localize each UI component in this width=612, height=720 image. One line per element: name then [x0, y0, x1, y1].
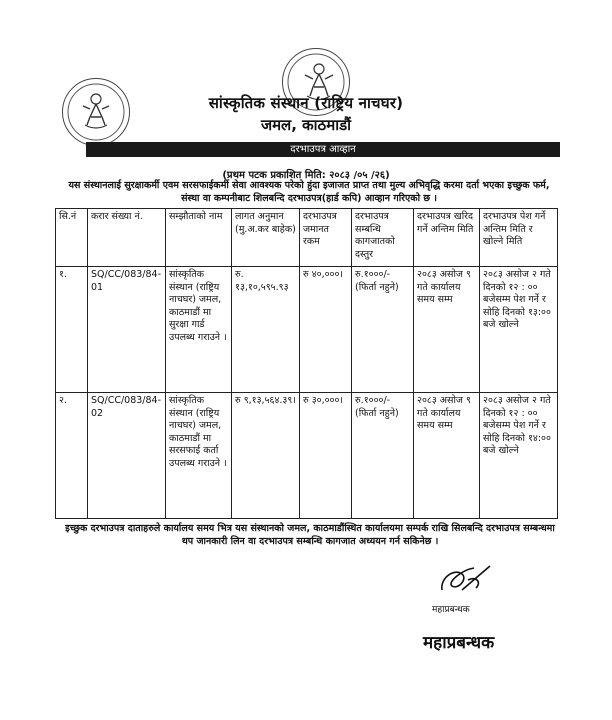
cell-estimate: रु ९,१३,५६४.३९। [232, 393, 300, 519]
cell-contract-name: सांस्कृतिक संस्थान (राष्ट्रिय नाचघर) जमल, काठमाडौं मा सरसफाई कर्ता उपलब्ध गराउने । [166, 393, 232, 519]
table-row [56, 267, 558, 393]
cell-doc-fee: रु.१०००/- (फिर्ता नहुने) [352, 267, 414, 393]
cell-estimate: रु. १३,१०,५९५.९३ [232, 267, 300, 393]
signatory-title-large: महाप्रबन्धक [423, 633, 495, 653]
table-row [56, 393, 558, 519]
header-contract-name: सम्झौताको नाम [166, 209, 232, 267]
signatory-title-small: महाप्रबन्धक [432, 605, 470, 615]
header-estimate: लागत अनुमान (मु.अ.कर बाहेक) [232, 209, 300, 267]
cell-bid-security: रु ३०,०००। [300, 393, 352, 519]
header-contract-no: करार संख्या नं. [88, 209, 166, 267]
cell-sn: २. [56, 393, 88, 519]
cell-submission-opening: २०८३ असोज २ गते दिनको १२ : ०० बजेसम्म पेश गर्ने र सोहि दिनको १३:०० बजे खोल्ने [480, 267, 558, 393]
cell-sn: १. [56, 267, 88, 393]
header-sn: सि.नं [56, 209, 88, 267]
tender-table [55, 208, 558, 519]
organization-address: जमल, काठमाडौं [260, 116, 352, 134]
publish-date: (प्रथम पटक प्रकाशित मिति: २०८३ /०५ /२६) [222, 170, 390, 181]
table-header-row [56, 209, 558, 267]
cell-contract-no: SQ/CC/083/84-01 [88, 267, 166, 393]
signature [432, 560, 502, 600]
header-bid-security: दरभाउपत्र जमानत रकम [300, 209, 352, 267]
intro-paragraph: यस संस्थानलाई सुरक्षाकर्मी एवम सरसफाईकर्मी सेवा आवश्यक परेको हुंदा इजाजत प्राप्त तथा मुल्य अभिवृद्धि करमा दर्ता भएका इच्छुक फर्म, संस्था वा कम्पनीबाट शिलबन्दि दरभाउपत्र(हार्ड कपि) आव्हान गरिएको छ । [68, 180, 550, 204]
header-purchase-deadline: दरभाउपत्र खरिद गर्ने अन्तिम मिति [414, 209, 480, 267]
cell-bid-security: रु ४०,०००। [300, 267, 352, 393]
cell-purchase-deadline: २०८३ असोज ९ गते कार्यालय समय सम्म [414, 393, 480, 519]
header-doc-fee: दरभाउपत्र सम्बन्धि कागजातको दस्तुर [352, 209, 414, 267]
cell-purchase-deadline: २०८३ असोज ९ गते कार्यालय समय सम्म [414, 267, 480, 393]
cell-doc-fee: रु.१०००/- (फिर्ता नहुने) [352, 393, 414, 519]
cell-contract-no: SQ/CC/083/84-02 [88, 393, 166, 519]
footer-note: इच्छुक दरभाउपत्र दाताहरुले कार्यालय समय भित्र यस संस्थानको जमल, काठमाडौंस्थित कार्यालयमा सम्पर्क राखि सिलबन्दि दरभाउपत्र सम्बन्धमा थप जानकारी लिन वा दरभाउपत्र सम्बन्धि कागजात अध्ययन गर्न सकिनेछ । [65, 523, 555, 547]
notice-banner: दरभाउपत्र आव्हान [86, 142, 560, 157]
cell-contract-name: सांस्कृतिक संस्थान (राष्ट्रिय नाचघर) जमल, काठमाडौं मा सुरक्षा गार्ड उपलब्ध गराउने । [166, 267, 232, 393]
cell-submission-opening: २०८३ असोज २ गते दिनको १२ : ०० बजेसम्म पेश गर्ने र सोहि दिनको १४:०० बजे खोल्ने [480, 393, 558, 519]
organization-name: सांस्कृतिक संस्थान (राष्ट्रिय नाचघर) [208, 94, 404, 112]
header-submission-opening: दरभाउपत्र पेश गर्ने अन्तिम मिति र खोल्ने मिति [480, 209, 558, 267]
